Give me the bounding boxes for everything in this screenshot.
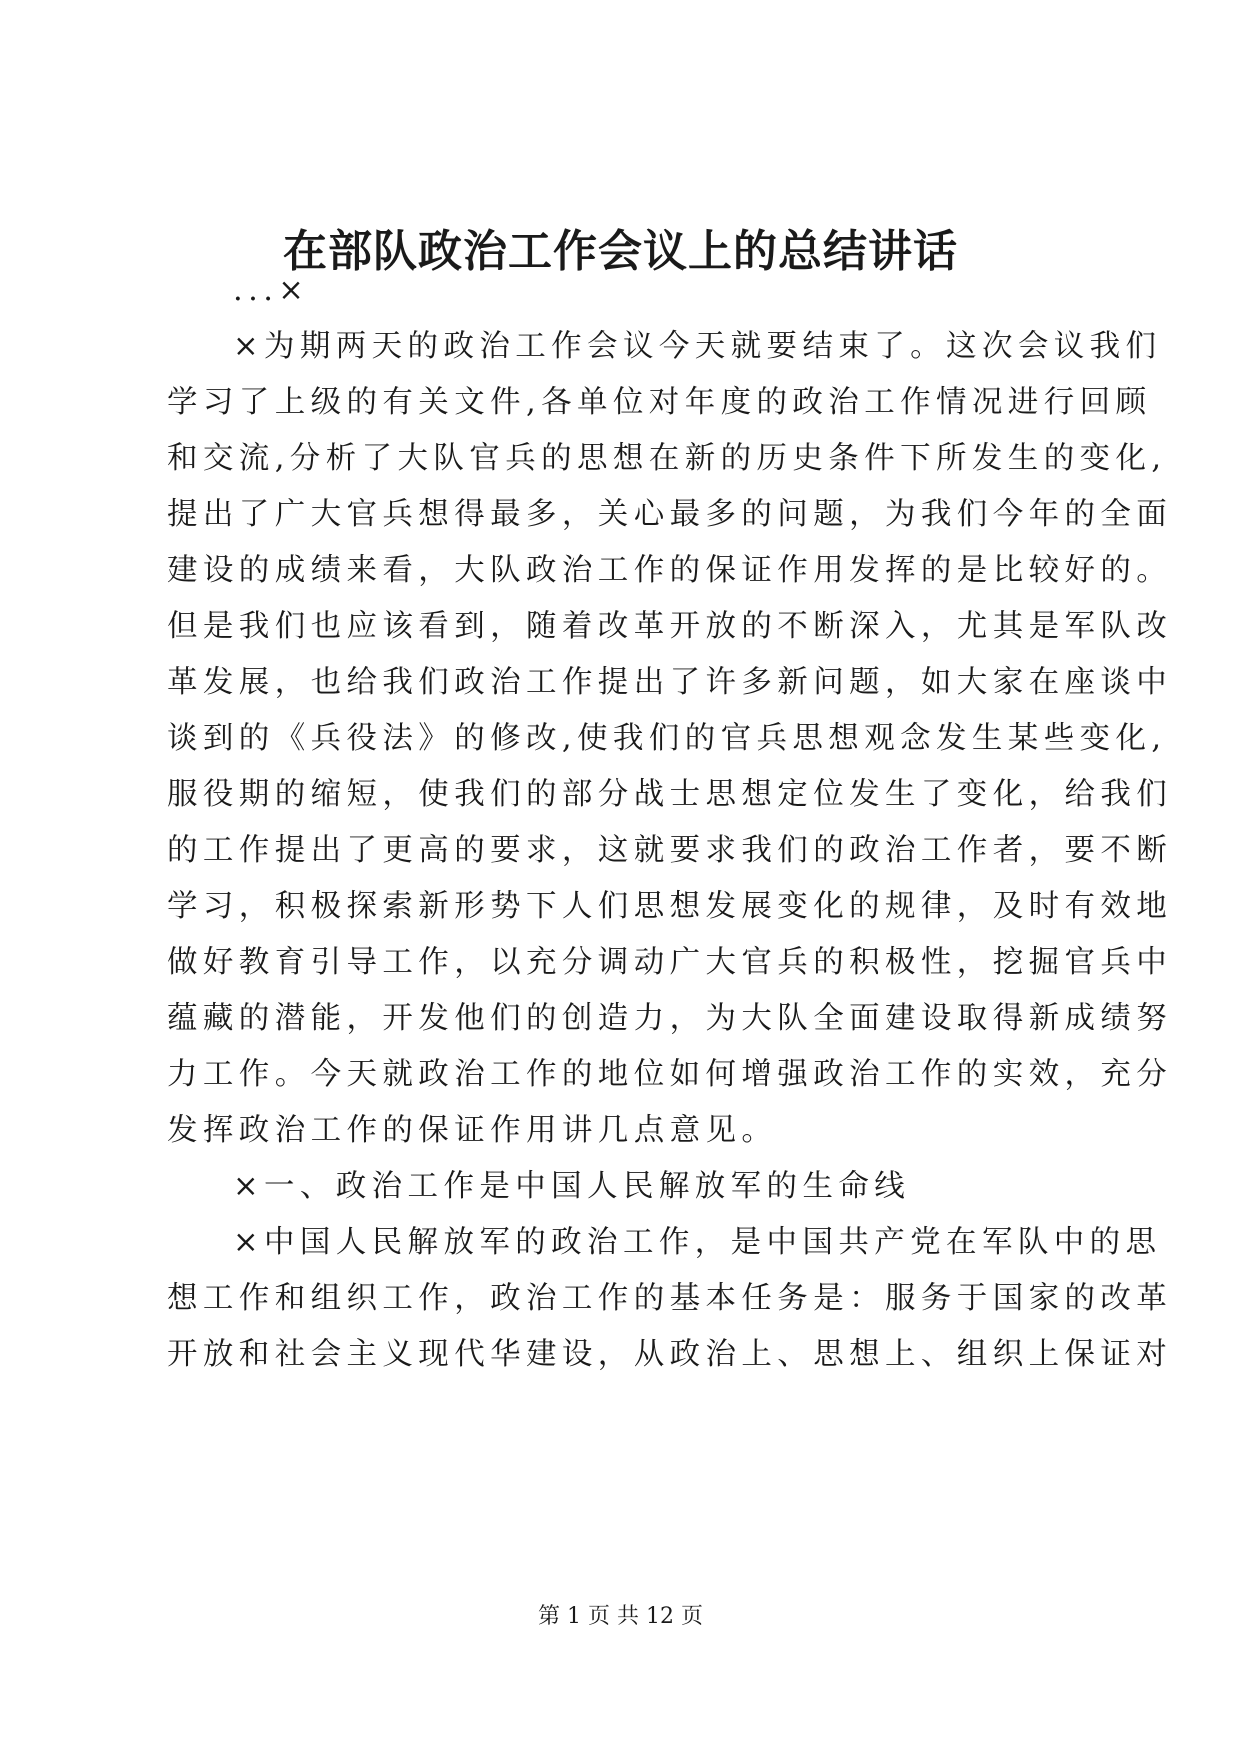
body-line: ×为期两天的政治工作会议今天就要结束了。这次会议我们 [233,329,1162,364]
body-line: 蕴藏的潜能，开发他们的创造力，为大队全面建设取得新成绩努 [167,1001,1173,1036]
body-line: 谈到的《兵役法》的修改,使我们的官兵思想观念发生某些变化, [167,721,1167,756]
salutation: ...× [233,273,310,308]
section-heading: ×一、政治工作是中国人民解放军的生命线 [233,1169,911,1204]
body-line: 学习，积极探索新形势下人们思想发展变化的规律，及时有效地 [167,889,1173,924]
body-line: 力工作。今天就政治工作的地位如何增强政治工作的实效，充分 [167,1057,1173,1092]
body-line: ×中国人民解放军的政治工作，是中国共产党在军队中的思 [233,1225,1162,1260]
body-line: 提出了广大官兵想得最多，关心最多的问题，为我们今年的全面 [167,497,1173,532]
body-line: 但是我们也应该看到，随着改革开放的不断深入，尤其是军队改 [167,609,1173,644]
body-line: 的工作提出了更高的要求，这就要求我们的政治工作者，要不断 [167,833,1173,868]
body-line: 开放和社会主义现代华建设，从政治上、思想上、组织上保证对 [167,1337,1173,1372]
body-line: 建设的成绩来看，大队政治工作的保证作用发挥的是比较好的。 [167,553,1173,588]
body-line: 发挥政治工作的保证作用讲几点意见。 [167,1113,778,1148]
page-number: 第 1 页 共 12 页 [538,1604,703,1629]
body-line: 服役期的缩短，使我们的部分战士思想定位发生了变化，给我们 [167,777,1173,812]
body-line: 想工作和组织工作，政治工作的基本任务是：服务于国家的改革 [167,1281,1173,1316]
document-title: 在部队政治工作会议上的总结讲话 [283,226,958,277]
body-line: 革发展，也给我们政治工作提出了许多新问题，如大家在座谈中 [167,665,1173,700]
body-line: 学习了上级的有关文件,各单位对年度的政治工作情况进行回顾 [167,385,1152,420]
body-line: 做好教育引导工作，以充分调动广大官兵的积极性，挖掘官兵中 [167,945,1173,980]
body-line: 和交流,分析了大队官兵的思想在新的历史条件下所发生的变化, [167,441,1167,476]
